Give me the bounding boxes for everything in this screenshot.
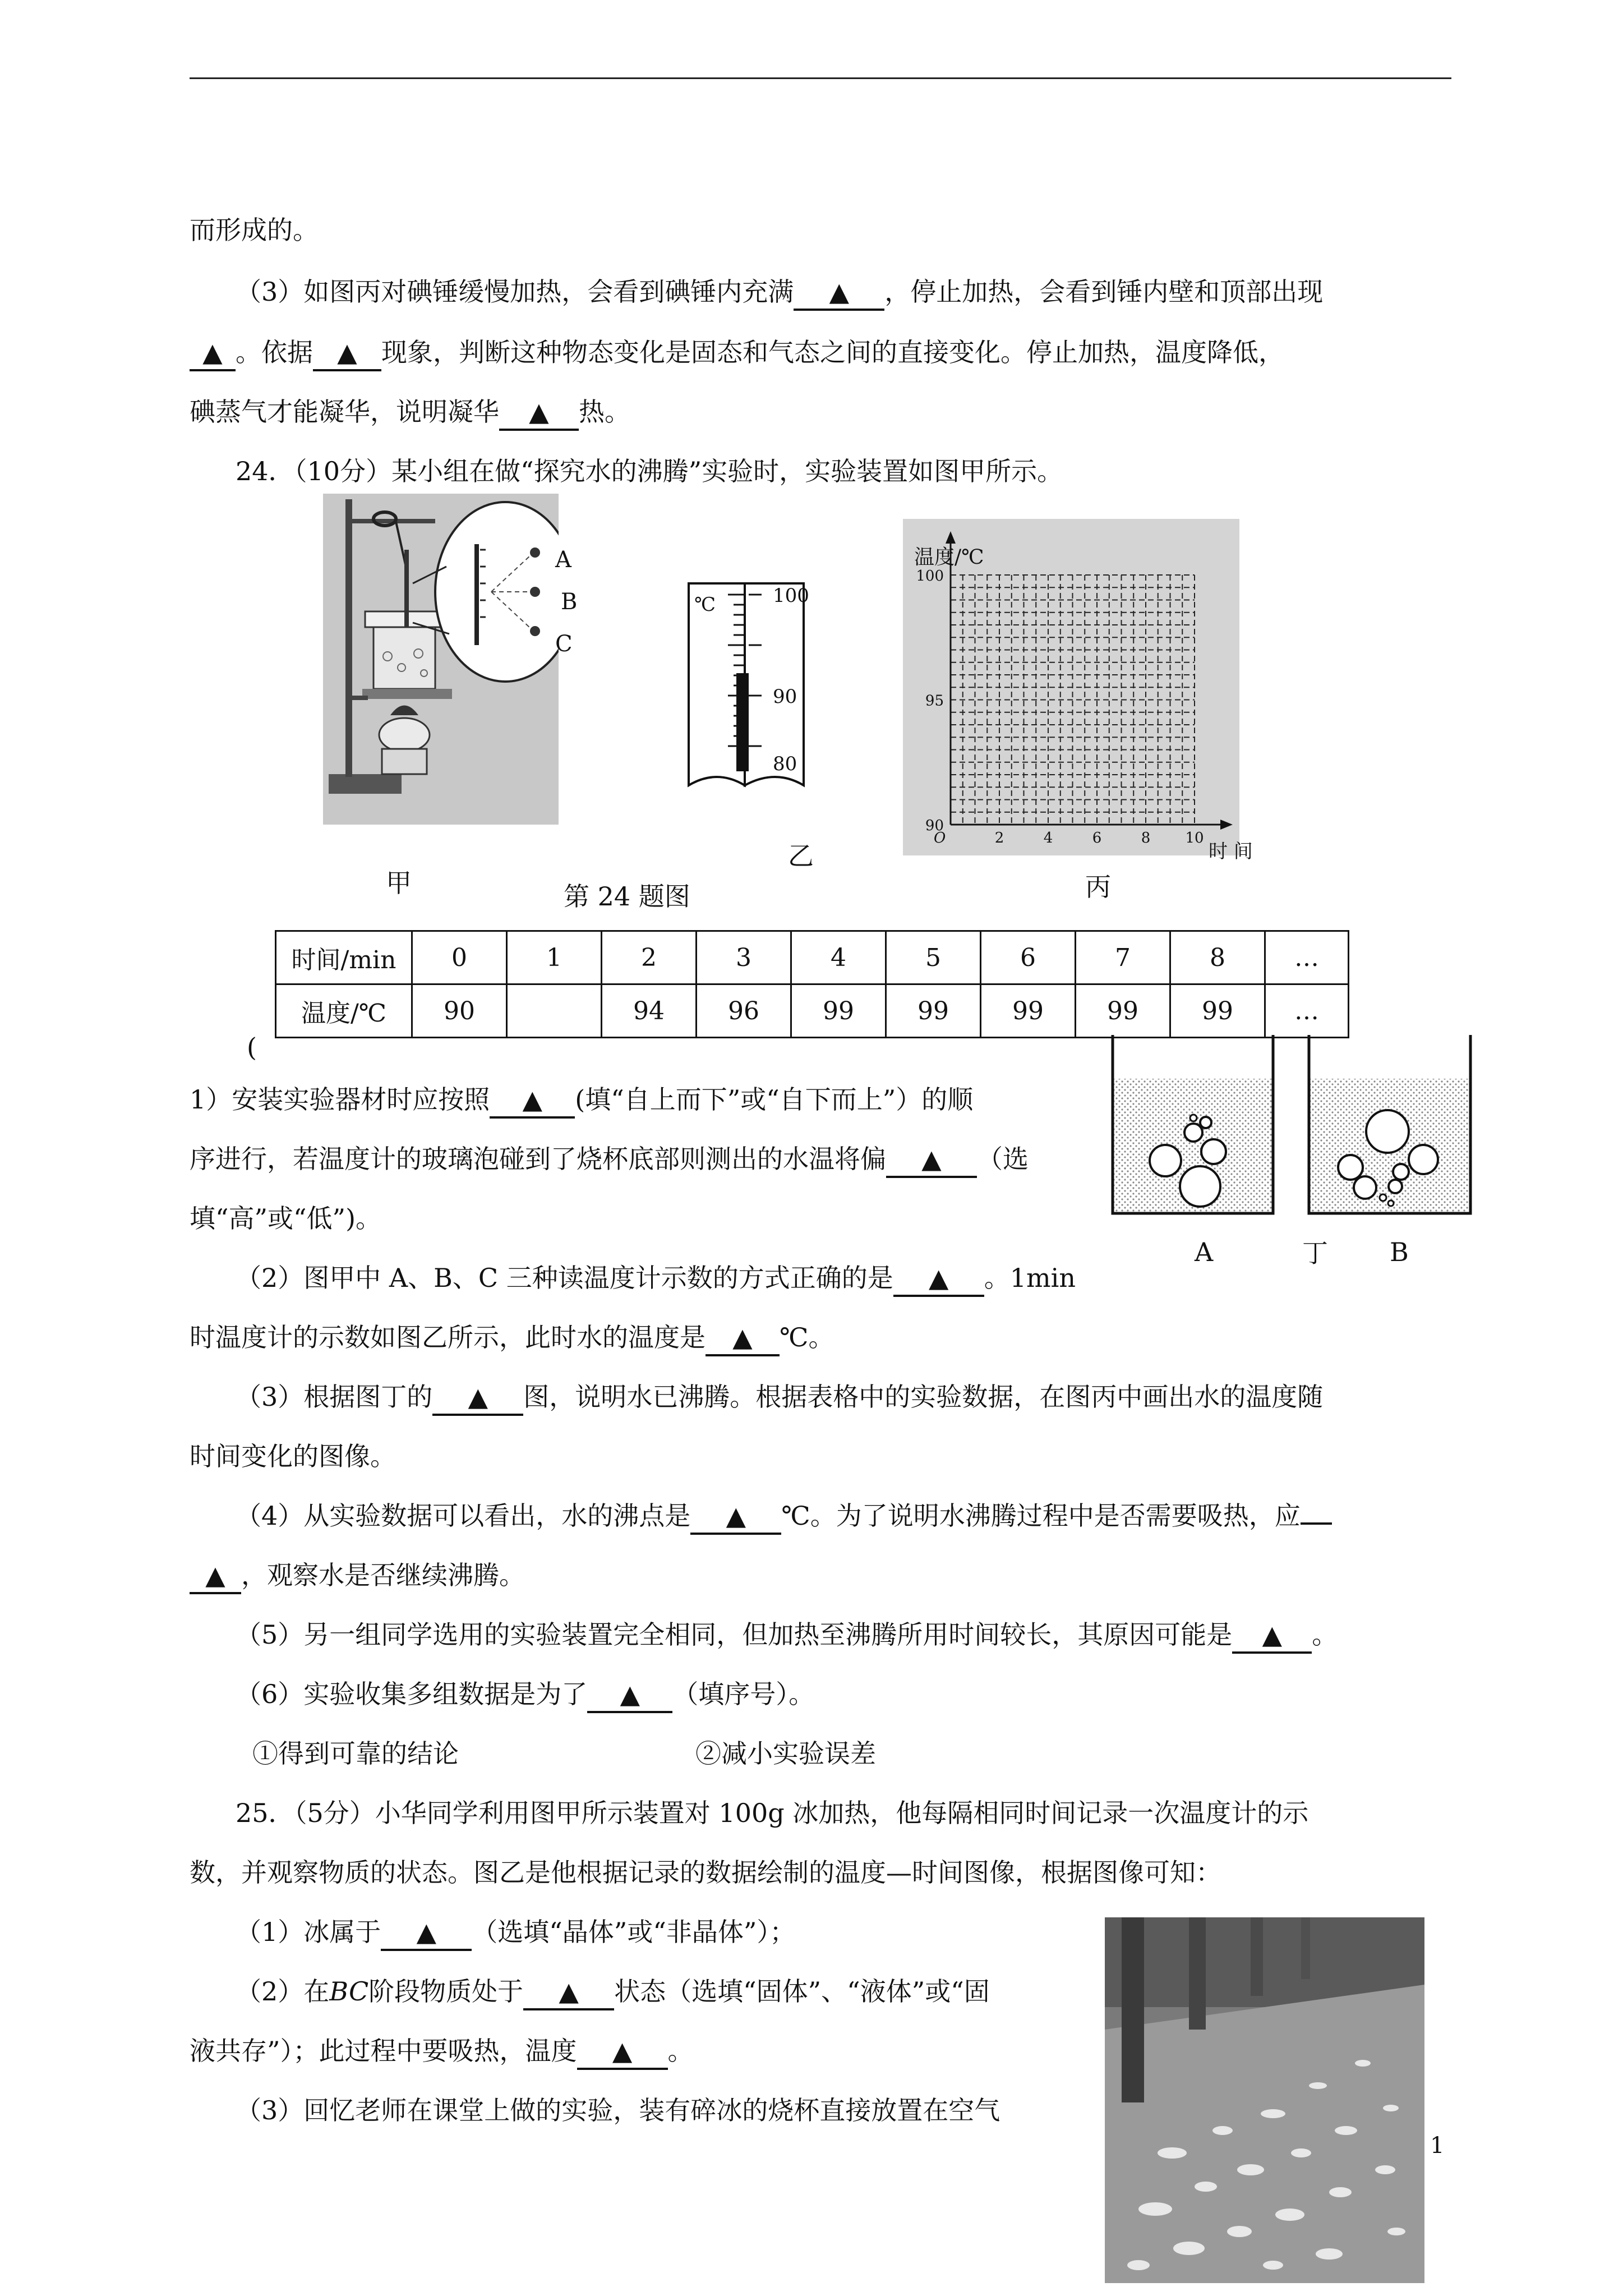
q24-1-line2: 序进行，若温度计的玻璃泡碰到了烧杯底部则测出的水温将偏 ▲ （选 [190,1142,1029,1178]
answer-blank[interactable]: ▲ [523,1975,614,2010]
table-cell[interactable]: 99 [1076,984,1170,1038]
q24-3-line1: （3）根据图丁的 ▲ 图，说明水已沸腾。根据表格中的实验数据，在图丙中画出水的温度随 [236,1380,1323,1416]
view-label-c: C [555,631,573,657]
answer-blank[interactable]: ▲ [690,1499,781,1535]
q24-3-line2: 时间变化的图像。 [190,1441,396,1471]
table-cell: … [1265,931,1349,984]
figure-label-yi: 乙 [788,841,814,871]
y-tick-label: 95 [925,692,944,710]
table-cell: 4 [791,931,886,984]
table-cell[interactable]: 90 [412,984,507,1038]
table-row [276,984,1349,1038]
view-label-b: B [561,589,578,615]
q25-1-line: （1）冰属于 ▲ （选填“晶体”或“非晶体”）； [236,1915,795,1951]
answer-blank[interactable]: ▲ [381,1915,472,1951]
table-cell[interactable]: 99 [791,984,886,1038]
q23-3-line3: 碘蒸气才能凝华，说明凝华 ▲ 热。 [190,395,630,431]
y-tick-label: 100 [916,568,944,585]
answer-blank[interactable]: ▲ [190,335,236,371]
table-header-cell: 时间/min [276,931,412,984]
table-cell[interactable]: 96 [697,984,791,1038]
table-header-cell: 温度/℃ [276,984,412,1038]
figure-label-bing: 丙 [1085,872,1111,902]
table-cell[interactable]: 99 [981,984,1076,1038]
bubble-beakers-figure [1109,1035,1491,1220]
q24-heading: 24．（10分）某小组在做“探究水的沸腾”实验时，实验装置如图甲所示。 [236,456,1063,486]
q24-5-line: （5）另一组同学选用的实验装置完全相同，但加热至沸腾所用时间较长，其原因可能是 ▲ 。 [236,1618,1338,1654]
q25-2-line1: （2）在BC阶段物质处于 ▲ 状态（选填“固体”、“液体”或“固 [236,1975,990,2010]
table-cell: 3 [697,931,791,984]
answer-blank[interactable] [1301,1522,1332,1525]
figure-caption: 第 24 题图 [564,881,690,912]
q24-4-line1: （4）从实验数据可以看出，水的沸点是 ▲ ℃。为了说明水沸腾过程中是否需要吸热，应 [236,1499,1332,1535]
q24-4-line2: ▲ ，观察水是否继续沸腾。 [190,1558,525,1594]
answer-blank[interactable]: ▲ [577,2034,668,2070]
table-cell: 0 [412,931,507,984]
option-1[interactable]: ①得到可靠的结论 [252,1738,459,1769]
table-cell: 1 [507,931,602,984]
street-photo [1105,1917,1424,2283]
apparatus-figure [323,494,559,825]
x-tick-label: 8 [1141,830,1151,846]
page-number: 1 [1430,2133,1445,2159]
y-tick-label: 90 [925,817,944,834]
view-label-a: A [555,547,571,573]
q25-2-line2: 液共存”）；此过程中要吸热，温度 ▲ 。 [190,2034,694,2070]
q25-3-line: （3）回忆老师在课堂上做的实验，装有碎冰的烧杯直接放置在空气 [236,2095,1000,2125]
q24-2-line2: 时温度计的示数如图乙所示，此时水的温度是 ▲ ℃。 [190,1320,834,1356]
text-line: 而形成的。 [190,215,319,245]
answer-blank[interactable]: ▲ [432,1380,523,1416]
figure-label-ding: 丁 [1302,1238,1328,1268]
thermometer-tick: 100 [773,585,809,607]
table-cell: 8 [1170,931,1265,984]
q24-1-line3: 填“高”或“低”)。 [190,1203,382,1234]
paren-mark: ( [247,1032,257,1062]
table-row [276,931,1349,984]
q24-6-line: （6）实验收集多组数据是为了 ▲ （填序号）。 [236,1677,814,1713]
table-cell: 7 [1076,931,1170,984]
thermometer-unit: ℃ [694,593,716,616]
x-axis-arrow [1220,820,1233,830]
answer-blank[interactable]: ▲ [499,395,579,431]
answer-blank[interactable]: ▲ [886,1142,977,1178]
answer-blank[interactable]: ▲ [190,1558,241,1594]
data-table [275,930,1349,1038]
figure-label-jia: 甲 [386,868,412,898]
q23-3-line1: （3）如图丙对碘锤缓慢加热，会看到碘锤内充满 ▲ ，停止加热，会看到锤内壁和顶部出现 [236,275,1323,311]
table-cell[interactable]: 99 [1170,984,1265,1038]
beaker-label-a: A [1195,1237,1214,1267]
table-cell[interactable]: 94 [602,984,697,1038]
thermometer-tick: 80 [773,753,797,775]
x-tick-label: 6 [1092,830,1102,846]
x-tick-label: 2 [994,830,1004,846]
answer-blank[interactable]: ▲ [794,275,884,311]
x-tick-label: 10 [1185,830,1204,846]
chart-xlabel: 时 间 [1209,840,1253,863]
header-rule [190,77,1451,79]
table-cell: 6 [981,931,1076,984]
q23-3-line2: ▲ 。依据 ▲ 现象，判断这种物态变化是固态和气态之间的直接变化。停止加热，温度降低， [190,335,1284,371]
table-cell[interactable]: 99 [886,984,981,1038]
beaker-label-b: B [1390,1237,1409,1267]
answer-blank[interactable]: ▲ [1232,1618,1312,1654]
q24-1-line1: 1）安装实验器材时应按照 ▲ (填“自上而下”或“自下而上”）的顺 [190,1083,973,1119]
table-cell[interactable]: … [1265,984,1349,1038]
table-cell[interactable] [507,984,602,1038]
answer-blank[interactable]: ▲ [313,335,381,371]
answer-blank[interactable]: ▲ [893,1261,984,1297]
q24-2-line1: （2）图甲中 A、B、C 三种读温度计示数的方式正确的是 ▲ 。1min [236,1261,1076,1297]
x-tick-label: 4 [1043,830,1053,846]
chart-ylabel: 温度/℃ [914,546,984,569]
table-cell: 2 [602,931,697,984]
q25-heading-line1: 25．（5分）小华同学利用图甲所示装置对 100g 冰加热，他每隔相同时间记录一次温度计的示 [236,1798,1309,1828]
option-2[interactable]: ②减小实验误差 [695,1738,876,1769]
q25-heading-line2: 数，并观察物质的状态。图乙是他根据记录的数据绘制的温度—时间图像，根据图像可知： [190,1857,1221,1888]
answer-blank[interactable]: ▲ [587,1677,672,1713]
answer-blank[interactable]: ▲ [706,1320,780,1356]
table-cell: 5 [886,931,981,984]
thermometer-tick: 90 [773,685,797,708]
origin-label: O [934,830,946,846]
answer-blank[interactable]: ▲ [490,1083,575,1119]
